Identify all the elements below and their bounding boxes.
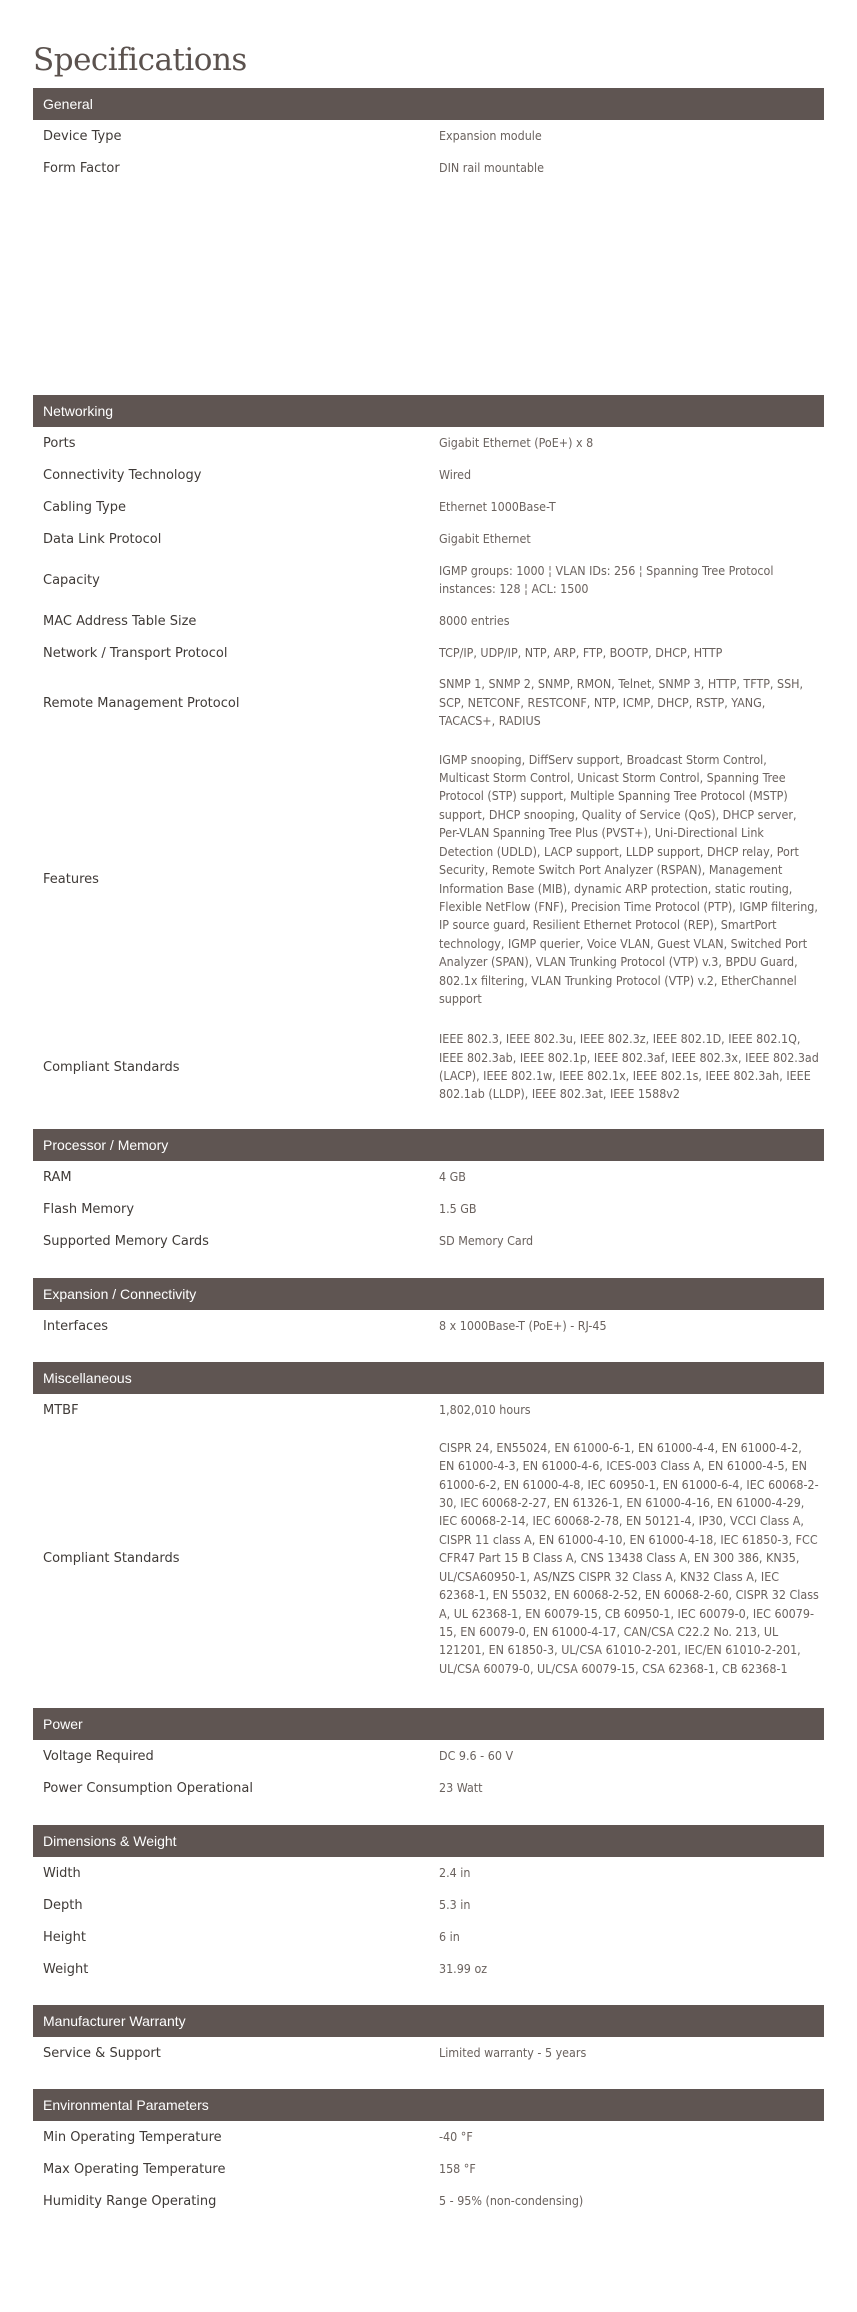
spec-row [33,1161,824,1193]
spec-value: 2.4 in [439,1864,471,1880]
spec-value: 5 - 95% (non-condensing) [439,2192,584,2208]
spec-row [33,737,824,1022]
spec-label: Weight [43,1961,89,1977]
section-environmental-parameters [33,2089,824,2217]
spec-label: Power Consumption Operational [43,1780,253,1796]
spec-value: 8 x 1000Base-T (PoE+) - RJ-45 [439,1317,607,1333]
spec-label: Flash Memory [43,1201,135,1217]
spec-row [33,491,824,523]
section-header: Expansion / Connectivity [33,1278,824,1310]
spec-row [33,523,824,555]
spec-value: TCP/IP, UDP/IP, NTP, ARP, FTP, BOOTP, DHCP, HTTP [439,644,723,660]
spec-value: SNMP 1, SNMP 2, SNMP, RMON, Telnet, SNMP 3, HTTP, TFTP, SSH, SCP, NETCONF, RESTCONF, NTP, ICMP, DHCP, RSTP, YANG, TACACS+, RADIUS [439,676,804,729]
spec-row [33,1310,824,1342]
spec-label: Ports [43,435,76,451]
section-header: Power [33,1708,824,1740]
spec-label: Supported Memory Cards [43,1233,209,1249]
spec-value: Wired [439,466,472,482]
section-header: Environmental Parameters [33,2089,824,2121]
spec-value: Gigabit Ethernet [439,530,531,546]
spec-label: Cabling Type [43,499,127,515]
spec-row [33,555,824,605]
spec-label: Form Factor [43,160,120,176]
spec-value: Gigabit Ethernet (PoE+) x 8 [439,434,594,450]
spec-value: 158 °F [439,2160,476,2176]
spec-row [33,1953,824,1985]
spec-row [33,605,824,637]
section-header: Processor / Memory [33,1129,824,1161]
spec-row [33,427,824,459]
spec-label: Network / Transport Protocol [43,645,228,661]
spec-label: Service & Support [43,2045,161,2061]
section-networking [33,395,824,1112]
spec-label: Features [43,872,99,887]
spec-value: DC 9.6 - 60 V [439,1747,514,1763]
spec-row [33,2037,824,2069]
spec-row [33,459,824,491]
spec-row [33,120,824,152]
section-power [33,1708,824,1804]
spec-value: Expansion module [439,127,542,143]
spec-label: Capacity [43,572,100,588]
spec-label: Compliant Standards [43,1551,180,1566]
spec-label: Max Operating Temperature [43,2161,226,2177]
spec-row [33,1889,824,1921]
spec-row [33,1193,824,1225]
spec-value: IGMP groups: 1000 ¦ VLAN IDs: 256 ¦ Spanning Tree Protocol instances: 128 ¦ ACL: 1500 [439,562,774,596]
spec-row [33,1426,824,1691]
spec-value: 1.5 GB [439,1200,477,1216]
spec-row [33,1022,824,1112]
section-processor-memory [33,1129,824,1257]
spec-label: RAM [43,1169,72,1185]
spec-value: CISPR 24, EN55024, EN 61000-6-1, EN 61000-4-4, EN 61000-4-2, EN 61000-4-3, EN 61000-4-6, ICES-003 Class A, EN 61000-4-5, EN 61000-6-2, EN 61000-4-8, IEC 60950-1, EN 61000-6-4, IEC 60068-2-30, IEC 60068-2-27, EN 61326-1, EN 61000-4-16, EN 61000-4-29, IEC 60068-2-14, IEC 60068-2-78, EN 50121-4, IP30, VCCI Class A, CISPR 11 class A, EN 61000-4-10, EN 61000-4-18, IEC 61850-3, FCC CFR47 Part 15 B Class A, CNS 13438 Class A, EN 300 386, KN35, UL/CSA60950-1, AS/NZS CISPR 32 Class A, KN32 Class A, IEC 62368-1, EN 55032, EN 60068-2-52, EN 60068-2-60, CISPR 32 Class A, UL 62368-1, EN 60079-15, CB 60950-1, IEC 60079-0, IEC 60079-15, EN 60079-0, EN 61000-4-17, CAN/CSA C22.2 No. 213, UL 121201, EN 61850-3, UL/CSA 61010-2-201, IEC/EN 61010-2-201, UL/CSA 60079-0, UL/CSA 60079-15, CSA 62368-1, CB 62368-1 [439,1439,819,1676]
spec-row [33,1772,824,1804]
spec-label: Humidity Range Operating [43,2193,217,2209]
spec-label: Compliant Standards [43,1059,180,1075]
spec-label: Connectivity Technology [43,467,202,483]
spec-row [33,1394,824,1426]
spec-value: IGMP snooping, DiffServ support, Broadcast Storm Control, Multicast Storm Control, Unicast Storm Control, Spanning Tree Protocol (STP) support, Multiple Spanning Tree Protocol (MSTP) support, DHCP snooping, Quality of Service (QoS), DHCP server, Per-VLAN Spanning Tree Plus (PVST+), Uni-Directional Link Detection (UDLD), LACP support, LLDP support, DHCP relay, Port Security, Remote Switch Port Analyzer (RSPAN), Management Information Base (MIB), dynamic ARP protection, static routing, Flexible NetFlow (FNF), Precision Time Protocol (PTP), IGMP filtering, IP source guard, Resilient Ethernet Protocol (REP), SmartPort technology, IGMP querier, Voice VLAN, Guest VLAN, Switched Port Analyzer (SPAN), VLAN Trunking Protocol (VTP) v.3, BPDU Guard, 802.1x filtering, VLAN Trunking Protocol (VTP) v.2, EtherChannel support [439,751,818,1006]
spec-row [33,637,824,669]
section-miscellaneous [33,1362,824,1691]
spec-row [33,2153,824,2185]
section-general [33,88,824,184]
spec-label: Remote Management Protocol [43,695,240,711]
spec-value: -40 °F [439,2128,473,2144]
spec-label: MTBF [43,1402,79,1418]
section-header: Manufacturer Warranty [33,2005,824,2037]
spec-row [33,1857,824,1889]
section-header: Dimensions & Weight [33,1825,824,1857]
spec-label: Data Link Protocol [43,531,162,547]
spec-value: 23 Watt [439,1779,483,1795]
section-header: Networking [33,395,824,427]
section-header: General [33,88,824,120]
spec-row [33,669,824,737]
spec-value: 8000 entries [439,612,510,628]
spec-value: Limited warranty - 5 years [439,2044,587,2060]
spec-label: MAC Address Table Size [43,613,197,629]
section-dimensions-weight [33,1825,824,1985]
spec-value: 5.3 in [439,1896,471,1912]
spec-value: IEEE 802.3, IEEE 802.3u, IEEE 802.3z, IEEE 802.1D, IEEE 802.1Q, IEEE 802.3ab, IEEE 802.1p, IEEE 802.3af, IEEE 802.3x, IEEE 802.3ad (LACP), IEEE 802.1w, IEEE 802.1x, IEEE 802.1s, IEEE 802.3ah, IEEE 802.1ab (LLDP), IEEE 802.3at, IEEE 1588v2 [439,1031,819,1102]
spec-label: Voltage Required [43,1748,154,1764]
spec-label: Min Operating Temperature [43,2129,222,2145]
spec-value: DIN rail mountable [439,159,544,175]
spec-label: Width [43,1865,81,1881]
spec-label: Height [43,1929,86,1945]
spec-row [33,1225,824,1257]
spec-row [33,1921,824,1953]
section-expansion-connectivity [33,1278,824,1342]
spec-label: Interfaces [43,1318,108,1334]
spec-label: Depth [43,1897,83,1913]
spec-row [33,2121,824,2153]
spec-value: Ethernet 1000Base-T [439,498,556,514]
spec-value: SD Memory Card [439,1232,534,1248]
spec-label: Device Type [43,128,122,144]
spec-value: 1,802,010 hours [439,1401,531,1417]
page-title: Specifications [33,42,247,78]
spec-value: 6 in [439,1928,460,1944]
section-header: Miscellaneous [33,1362,824,1394]
spec-value: 31.99 oz [439,1960,488,1976]
spec-row [33,1740,824,1772]
section-manufacturer-warranty [33,2005,824,2069]
spec-row [33,152,824,184]
spec-value: 4 GB [439,1168,466,1184]
spec-row [33,2185,824,2217]
